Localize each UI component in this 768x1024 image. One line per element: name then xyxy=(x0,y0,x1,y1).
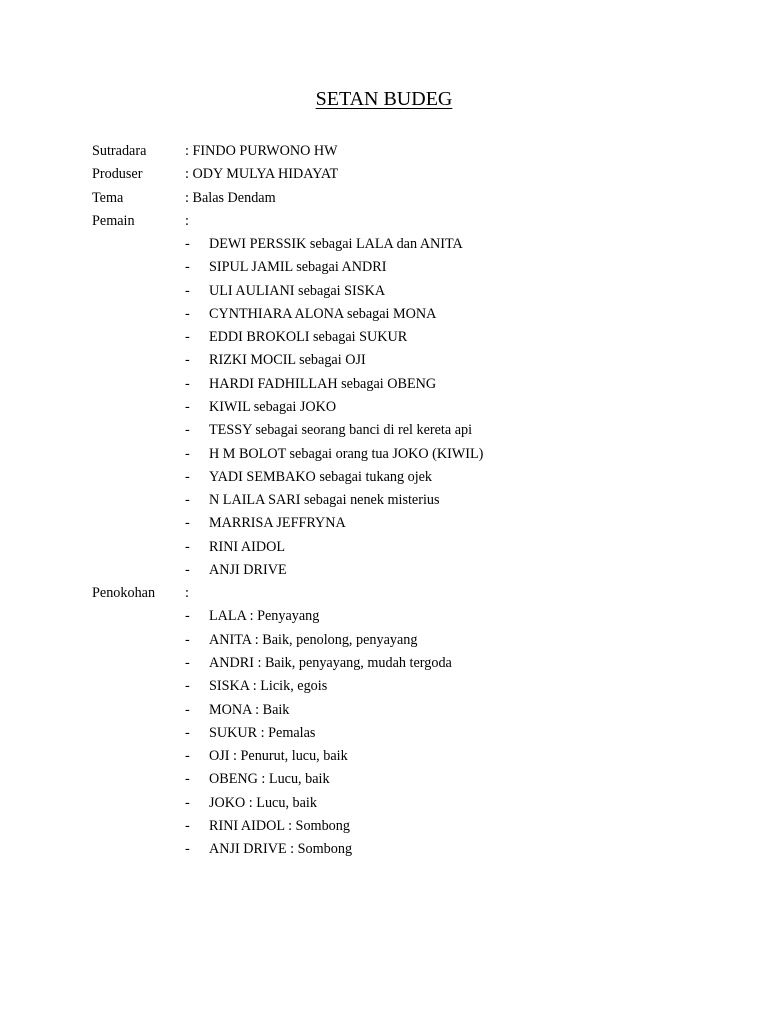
bullet-dash: - xyxy=(185,352,190,369)
character-description: OBENG : Lucu, baik xyxy=(209,771,330,788)
cast-member: KIWIL sebagai JOKO xyxy=(209,399,337,415)
bullet-dash: - xyxy=(185,724,190,741)
cast-member: ULI AULIANI sebagai SISKA xyxy=(209,282,386,299)
cast-row xyxy=(0,373,768,396)
character-description: JOKO : Lucu, baik xyxy=(209,794,317,811)
bullet-dash: - xyxy=(185,445,190,462)
cast-member: N LAILA SARI sebagai nenek misterius xyxy=(209,492,440,509)
character-description: SUKUR : Pemalas xyxy=(209,724,316,741)
bullet-dash: - xyxy=(185,236,190,253)
cast-member: EDDI BROKOLI sebagai SUKUR xyxy=(209,329,408,346)
bullet-dash: - xyxy=(185,678,190,695)
character-row xyxy=(0,652,768,675)
bullet-dash: - xyxy=(185,561,190,578)
info-value: : Balas Dendam xyxy=(185,189,276,206)
pemain-heading xyxy=(0,210,768,233)
info-row xyxy=(0,163,768,186)
bullet-dash: - xyxy=(185,841,190,858)
character-row xyxy=(0,675,768,698)
character-description: ANJI DRIVE : Sombong xyxy=(209,841,353,858)
cast-member: DEWI PERSSIK sebagai LALA dan ANITA xyxy=(209,236,463,253)
penokohan-label: Penokohan xyxy=(92,585,156,602)
cast-row xyxy=(0,349,768,372)
cast-member: TESSY sebagai seorang banci di rel kereta api xyxy=(209,422,473,439)
cast-row xyxy=(0,512,768,535)
bullet-dash: - xyxy=(185,794,190,811)
character-row xyxy=(0,605,768,628)
cast-row xyxy=(0,489,768,512)
info-value: : FINDO PURWONO HW xyxy=(185,143,338,159)
info-label: Produser xyxy=(92,166,143,183)
cast-row xyxy=(0,326,768,349)
bullet-dash: - xyxy=(185,468,190,485)
bullet-dash: - xyxy=(185,305,190,322)
cast-member: RIZKI MOCIL sebagai OJI xyxy=(209,352,366,369)
character-row xyxy=(0,768,768,791)
bullet-dash: - xyxy=(185,282,190,299)
bullet-dash: - xyxy=(185,399,190,415)
bullet-dash: - xyxy=(185,631,190,648)
cast-row xyxy=(0,443,768,466)
character-description: OJI : Penurut, lucu, baik xyxy=(209,748,348,764)
cast-row xyxy=(0,466,768,489)
cast-row xyxy=(0,396,768,419)
cast-row xyxy=(0,303,768,326)
character-row xyxy=(0,629,768,652)
character-row xyxy=(0,699,768,722)
bullet-dash: - xyxy=(185,492,190,509)
character-description: ANDRI : Baik, penyayang, mudah tergoda xyxy=(209,654,452,671)
info-label: Tema xyxy=(92,189,124,206)
character-description: RINI AIDOL : Sombong xyxy=(209,817,350,834)
bullet-dash: - xyxy=(185,538,190,555)
cast-row xyxy=(0,419,768,442)
info-row xyxy=(0,140,768,163)
bullet-dash: - xyxy=(185,259,190,276)
info-label: Sutradara xyxy=(92,143,147,159)
pemain-label: Pemain xyxy=(92,212,135,229)
bullet-dash: - xyxy=(185,375,190,392)
character-description: ANITA : Baik, penolong, penyayang xyxy=(209,631,418,648)
cast-row xyxy=(0,536,768,559)
bullet-dash: - xyxy=(185,701,190,718)
bullet-dash: - xyxy=(185,771,190,788)
document-title: SETAN BUDEG xyxy=(315,88,453,110)
info-row xyxy=(0,187,768,210)
info-value: : ODY MULYA HIDAYAT xyxy=(185,166,339,183)
bullet-dash: - xyxy=(185,329,190,346)
pemain-colon: : xyxy=(185,212,189,229)
character-row xyxy=(0,838,768,861)
cast-member: SIPUL JAMIL sebagai ANDRI xyxy=(209,259,387,276)
cast-row xyxy=(0,256,768,279)
character-description: SISKA : Licik, egois xyxy=(209,678,328,695)
bullet-dash: - xyxy=(185,515,190,532)
cast-row xyxy=(0,233,768,256)
cast-row xyxy=(0,280,768,303)
bullet-dash: - xyxy=(185,654,190,671)
cast-member: YADI SEMBAKO sebagai tukang ojek xyxy=(209,468,433,485)
character-description: LALA : Penyayang xyxy=(209,608,320,625)
cast-member: H M BOLOT sebagai orang tua JOKO (KIWIL) xyxy=(209,445,484,462)
cast-member: MARRISA JEFFRYNA xyxy=(209,515,346,532)
character-row xyxy=(0,745,768,768)
character-row xyxy=(0,792,768,815)
cast-row xyxy=(0,559,768,582)
bullet-dash: - xyxy=(185,748,190,764)
bullet-dash: - xyxy=(185,608,190,625)
cast-member: HARDI FADHILLAH sebagai OBENG xyxy=(209,375,437,392)
character-row xyxy=(0,722,768,745)
cast-member: CYNTHIARA ALONA sebagai MONA xyxy=(209,305,437,322)
bullet-dash: - xyxy=(185,817,190,834)
penokohan-colon: : xyxy=(185,585,189,602)
cast-member: ANJI DRIVE xyxy=(209,561,287,578)
bullet-dash: - xyxy=(185,422,190,439)
character-row xyxy=(0,815,768,838)
penokohan-heading xyxy=(0,582,768,605)
character-description: MONA : Baik xyxy=(209,701,290,718)
cast-member: RINI AIDOL xyxy=(209,538,286,555)
